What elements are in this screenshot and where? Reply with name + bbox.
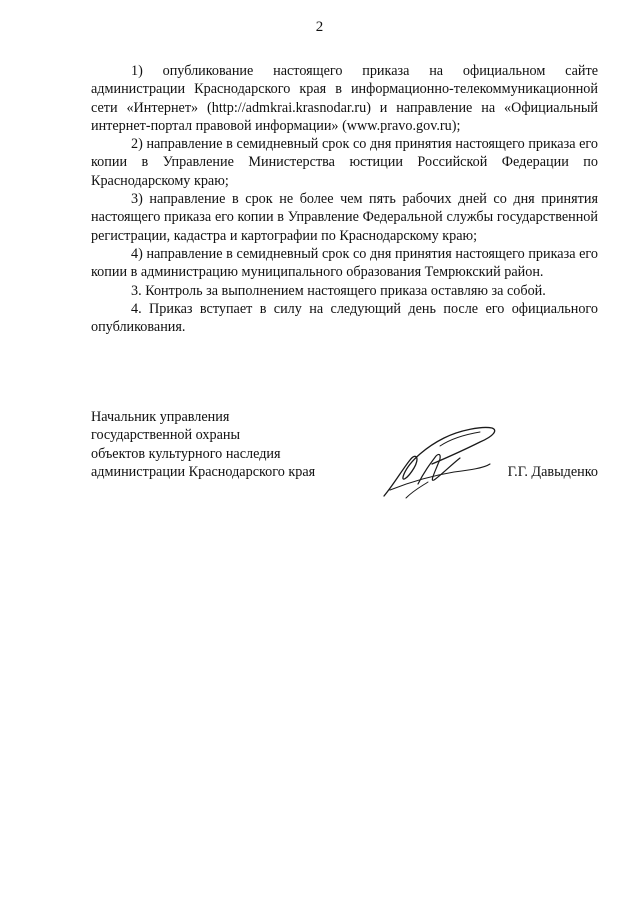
signature-block	[91, 408, 598, 498]
paragraph-rosreestr: 3) направление в срок не более чем пять рабочих дней со дня принятия настоящего приказа его копии в Управление Федеральной службы государственной регистрации, кадастра и картографии по Краснодарскому краю;	[91, 191, 598, 244]
signer-position-line: государственной охраны	[91, 427, 241, 444]
document-body	[91, 62, 598, 336]
signer-position-line: Начальник управления	[91, 409, 230, 425]
signer-position	[91, 408, 315, 481]
page-number: 2	[315, 19, 324, 35]
handwritten-signature	[380, 424, 500, 502]
paragraph-effective-date: 4. Приказ вступает в силу на следующий день после его официального опубликования.	[91, 300, 598, 336]
paragraph-ministry-justice: 2) направление в семидневный срок со дня принятия настоящего приказа его копии в Управление Министерства юстиции Российской Федерации по Краснодарскому краю;	[91, 136, 598, 189]
paragraph-temryuk: 4) направление в семидневный срок со дня принятия настоящего приказа его копии в администрацию муниципального образования Темрюкский район.	[91, 245, 598, 281]
signer-name: Г.Г. Давыденко	[507, 464, 598, 480]
signer-position-line: администрации Краснодарского края	[91, 463, 316, 480]
paragraph-publication: 1) опубликование настоящего приказа на официальном сайте администрации Краснодарского края в информационно-телекоммуникационной сети «Интернет» (http://admkrai.krasnodar.ru) и направление на «Официальный интернет-портал правовой информации» (www.pravo.gov.ru);	[91, 63, 598, 134]
paragraph-control: 3. Контроль за выполнением настоящего приказа оставляю за собой.	[131, 282, 546, 299]
signer-position-line: объектов культурного наследия	[91, 445, 281, 462]
